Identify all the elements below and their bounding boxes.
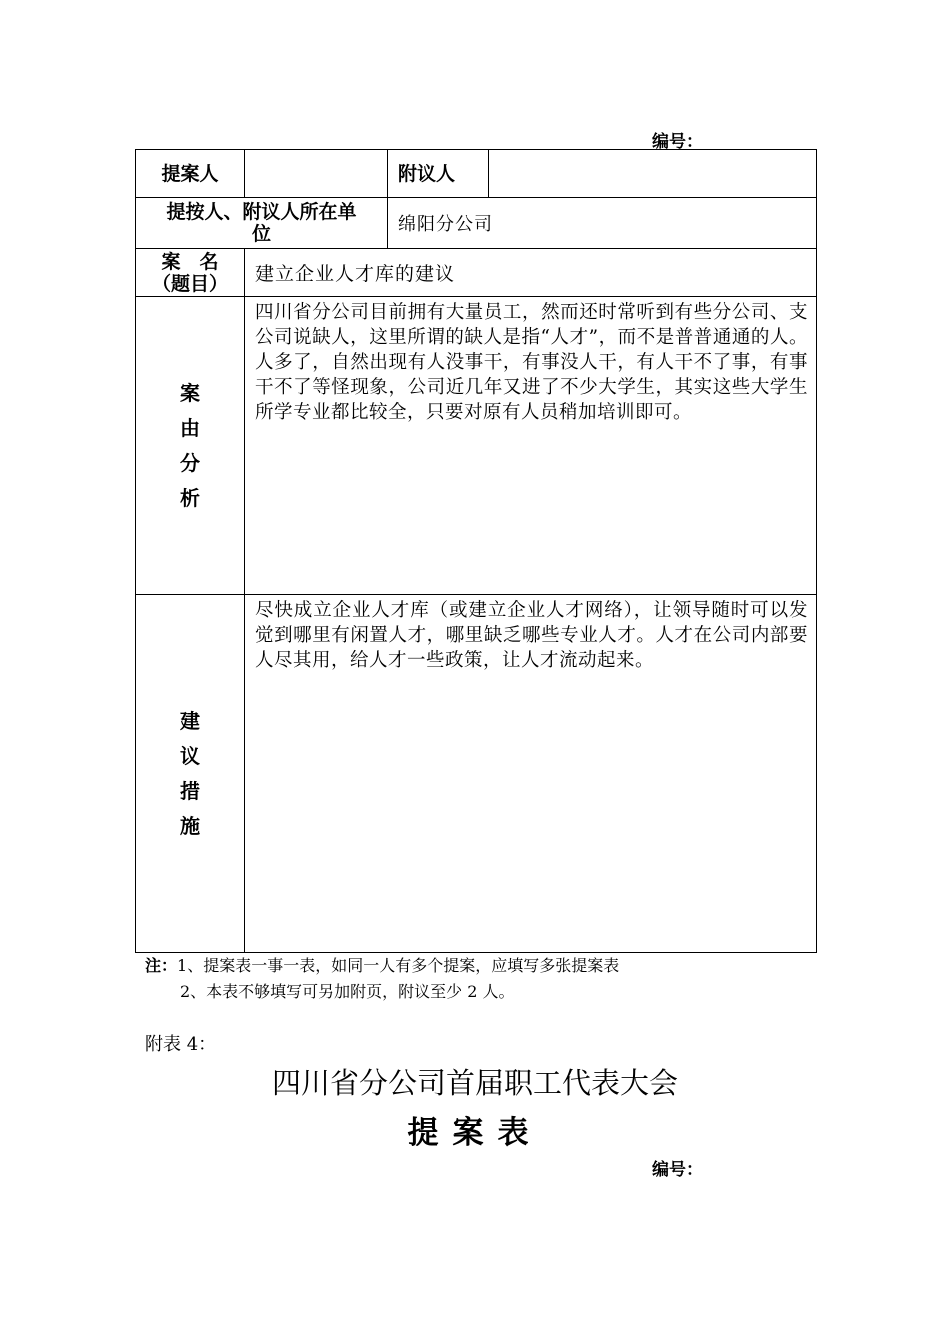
reason-label-char: 案	[180, 380, 200, 405]
unit-field[interactable]: 绵阳分公司	[388, 198, 817, 249]
appendix-serial-label: 编号：	[652, 1160, 703, 1180]
reason-label-char: 析	[180, 485, 200, 510]
reason-label	[136, 297, 245, 595]
measures-label-char: 施	[180, 813, 200, 838]
appendix-label: 附表 4：	[145, 1034, 217, 1055]
measures-label-char: 议	[180, 743, 200, 768]
appendix-subtitle: 提案表	[407, 1115, 543, 1151]
note-text-1: 1、提案表一事一表，如同一人有多个提案，应填写多张提案表	[177, 956, 620, 975]
measures-label-char: 建	[180, 708, 200, 733]
reason-label-char: 分	[180, 450, 200, 475]
title-label-line2: （题目）	[151, 272, 228, 295]
proposer-field[interactable]	[245, 150, 388, 198]
title-label-line1: 案 名	[161, 250, 219, 273]
serial-number-label: 编号：	[652, 132, 703, 152]
seconder-field[interactable]	[489, 150, 817, 198]
note-line-1	[145, 955, 619, 977]
measures-label	[136, 595, 245, 953]
measures-label-char: 措	[180, 778, 200, 803]
note-line-2: 2、本表不够填写可另加附页，附议至少 2 人。	[180, 982, 515, 1001]
reason-label-char: 由	[180, 415, 200, 440]
title-label	[136, 249, 245, 297]
seconder-label: 附议人	[388, 150, 489, 198]
proposer-label: 提案人	[136, 150, 245, 198]
unit-label-line1: 提按人、附议人所在单	[166, 201, 357, 223]
reason-text-field[interactable]: 四川省分公司目前拥有大量员工，然而还时常听到有些分公司、支公司说缺人，这里所谓的缺人是指“人才”，而不是普普通通的人。人多了，自然出现有人没事干，有事没人干，有人干不了事，有事干不了等怪现象，公司近几年又进了不少大学生，其实这些大学生所学专业都比较全，只要对原有人员稍加培训即可。	[245, 297, 817, 595]
note-prefix: 注：	[145, 956, 178, 975]
title-field[interactable]: 建立企业人才库的建议	[245, 249, 817, 297]
unit-label-line2: 位	[251, 223, 271, 245]
unit-label	[136, 198, 388, 249]
appendix-title: 四川省分公司首届职工代表大会	[271, 1066, 678, 1100]
proposal-form-table	[135, 149, 817, 953]
measures-text-field[interactable]: 尽快成立企业人才库（或建立企业人才网络），让领导随时可以发觉到哪里有闲置人才，哪里缺乏哪些专业人才。人才在公司内部要人尽其用，给人才一些政策，让人才流动起来。	[245, 595, 817, 953]
